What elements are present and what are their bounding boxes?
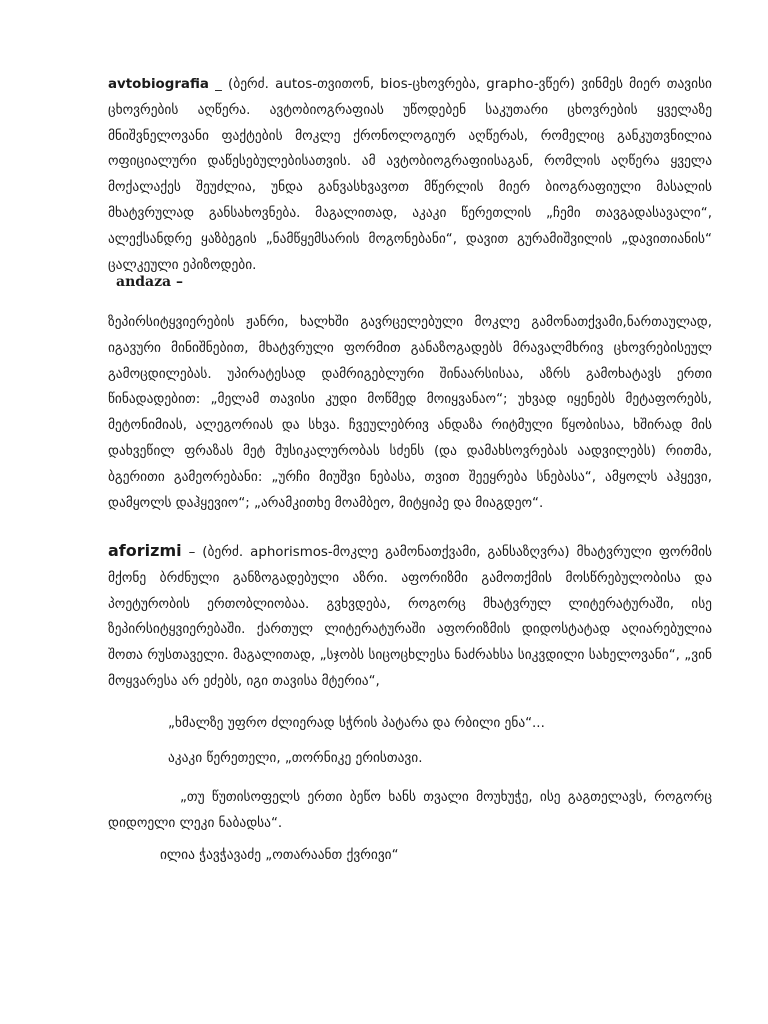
definition-avtobiografia: _ (ბერძ. autos-თვითონ, bios-ცხოვრება, grapho-ვწერ) ვინმეს მიერ თავისი ცხოვრების აღწერა. ავტობიოგრაფიას უწოდებენ საკუთარი ცხოვრების ყველაზე მნიშვნელოვანი ფაქტების მოკლე ქრონოლოგიურ აღწერას, რომელიც განკუთვნილია ოფიციალური დაწესებულებისათვის. ამ ავტობიოგრაფიისაგან, რომლის აღწერა ყველა მოქალაქეს შეუძლია, უნდა განვასხვავოთ მწერლის მიერ ბიოგრაფიული მასალის მხატვრულად განსახოვნება. მაგალითად, აკაკი წერეთლის „ჩემი თავგადასავალი“, ალექსანდრე ყაზბეგის „ნამწყემსარის მოგონებანი“, დავით გურამიშვილის „დავითიანის“ ცალკეული ეპიზოდები. [108, 77, 712, 273]
paragraph-aforizmi [108, 538, 712, 695]
term-aforizmi: aforizmi [108, 541, 182, 560]
quote-akaki: „ხმალზე უფრო ძლიერად სჭრის პატარა და რბილი ენა“... [168, 716, 545, 731]
definition-andaza: ზეპირსიტყვიერების ჟანრი, ხალხში გავრცელებული მოკლე გამონათქვამი,ნართაულად, იგავური მინიშნებით, მხატვრული ფორმით განაზოგადებს მრავალმხრივ ცხოვრებისეულ გამოცდილებას. უპირატესად დამრიგებლური შინაარსისაა, აზრს გამოხატავს ერთი წინადადებით: „მელამ თავისი კუდი მოწმედ მოიყვანაო“; უხვად იყენებს მეტაფორებს, მეტონიმიას, ალეგორიას და სხვა. ჩვეულებრივ ანდაზა რიტმული წყობისაა, ხშირად მის დახვეწილ ფრაზას მეტ მუსიკალურობას სძენს (და დამახსოვრებას აადვილებს) რითმა, ბგერითი გამეორებანი: „ურჩი მიუშვი ნებასა, თვით შეეყრება სნებასა“, ამყოლს აჰყევი, დამყოლს დაჰყევიო“; „არამკითხე მოამბეო, მიტყიპე და მიაგდეო“. [108, 315, 712, 511]
term-avtobiografia: avtobiografia [108, 77, 209, 92]
heading-andaza: andaza – [116, 274, 184, 290]
quote-akaki-author: აკაკი წერეთელი, „თორნიკე ერისთავი. [168, 751, 423, 766]
quote-ilia: „თუ წუთისოფელს ერთი ბეწო ხანს თვალი მოუხუჭე, ისე გაგთელავს, როგორც დიდოელი ლეკი ნაბადსა“. [108, 790, 712, 831]
definition-aforizmi: – (ბერძ. aphorismos-მოკლე გამონათქვამი, განსაზღვრა) მხატვრული ფორმის მქონე ბრძნული განზოგადებული აზრი. აფორიზმი გამოთქმის მოსწრებულობისა და პოეტურობის ერთობლიობაა. გვხვდება, როგორც მხატვრულ ლიტერატურაში, ისე ზეპირსიტყვიერებაში. ქართულ ლიტერატურაში აფორიზმის დიდოსტატად აღიარებულია შოთა რუსთაველი. მაგალითად, „სჯობს სიცოცხლესა ნაძრახსა სიკვდილი სახელოვანი“, „ვინ მოყვარესა არ ეძებს, იგი თავისა მტერია“, [108, 545, 712, 689]
paragraph-andaza [108, 310, 712, 516]
paragraph-avtobiografia [108, 72, 712, 278]
quote-ilia-author: ილია ჭავჭავაძე „ოთარაანთ ქვრივი“ [160, 848, 399, 863]
